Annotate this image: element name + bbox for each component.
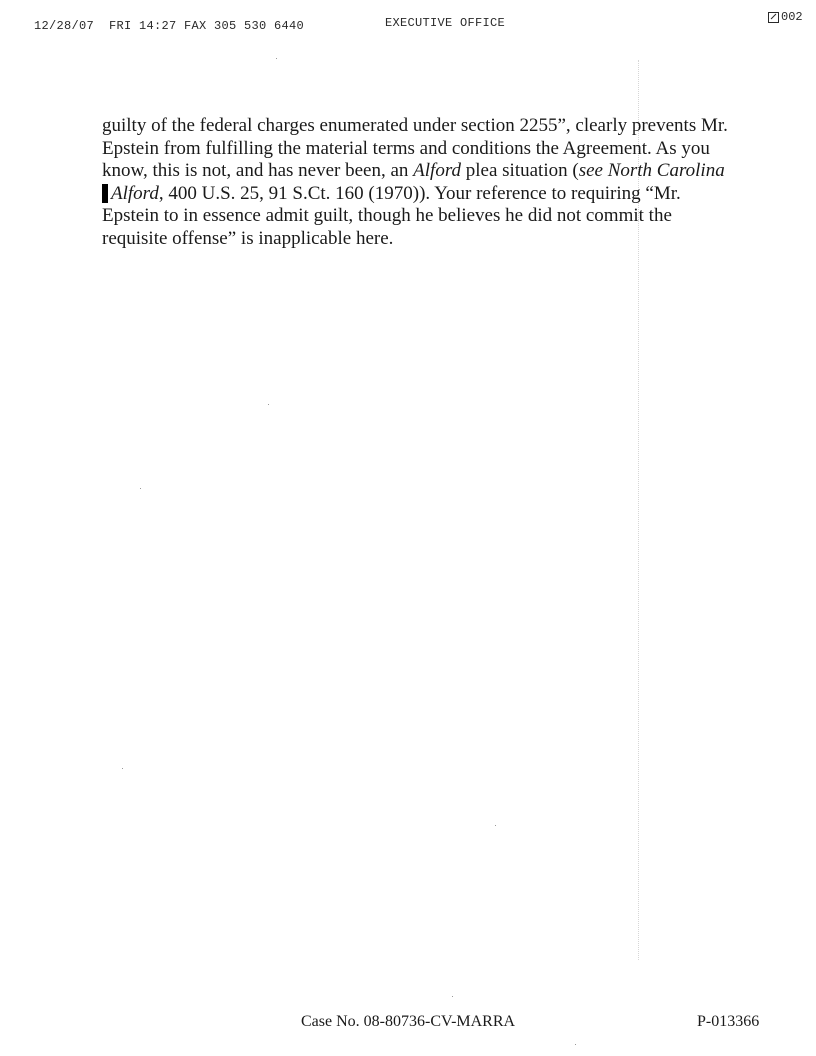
- scan-speck: [140, 488, 141, 489]
- fax-page-number: 002: [781, 10, 803, 24]
- scan-speck: [122, 768, 123, 769]
- letter-text-segment: guilty of the federal charges enumerated under section 2255”, clearly prevents Mr. Epstein from fulfilling the material terms and conditions the Agreement. As you know, this is not, and has never been, an: [102, 115, 728, 181]
- fax-header: [0, 0, 816, 40]
- letter-text-segment: , 400 U.S. 25, 91 S.Ct. 160 (1970)). Your reference to requiring “Mr. Epstein to in essence admit guilt, though he believes he did not commit the requisite offense” is inapplicable here.: [102, 182, 681, 249]
- scan-speck: [495, 825, 496, 826]
- citation-signal-italic: see North Carolina: [578, 160, 725, 181]
- case-name-italic: Alford: [413, 160, 462, 181]
- fax-page-indicator: [768, 10, 803, 24]
- letter-body: [102, 115, 742, 250]
- letter-paragraph: [102, 115, 742, 250]
- letter-text-segment: plea situation (: [461, 160, 579, 181]
- scan-speck: [268, 404, 269, 405]
- fax-transmission-line: 12/28/07 FRI 14:27 FAX 305 530 6440: [34, 19, 305, 33]
- scan-speck: [575, 1044, 576, 1045]
- fax-page-icon: [768, 12, 779, 23]
- case-name-italic: Alford: [111, 182, 159, 204]
- scan-speck: [452, 996, 453, 997]
- fax-office-name: EXECUTIVE OFFICE: [385, 16, 506, 30]
- scan-speck: [276, 58, 277, 59]
- redaction-mark: [102, 184, 108, 203]
- bates-number: P-013366: [697, 1013, 760, 1030]
- case-number: Case No. 08-80736-CV-MARRA: [301, 1013, 516, 1030]
